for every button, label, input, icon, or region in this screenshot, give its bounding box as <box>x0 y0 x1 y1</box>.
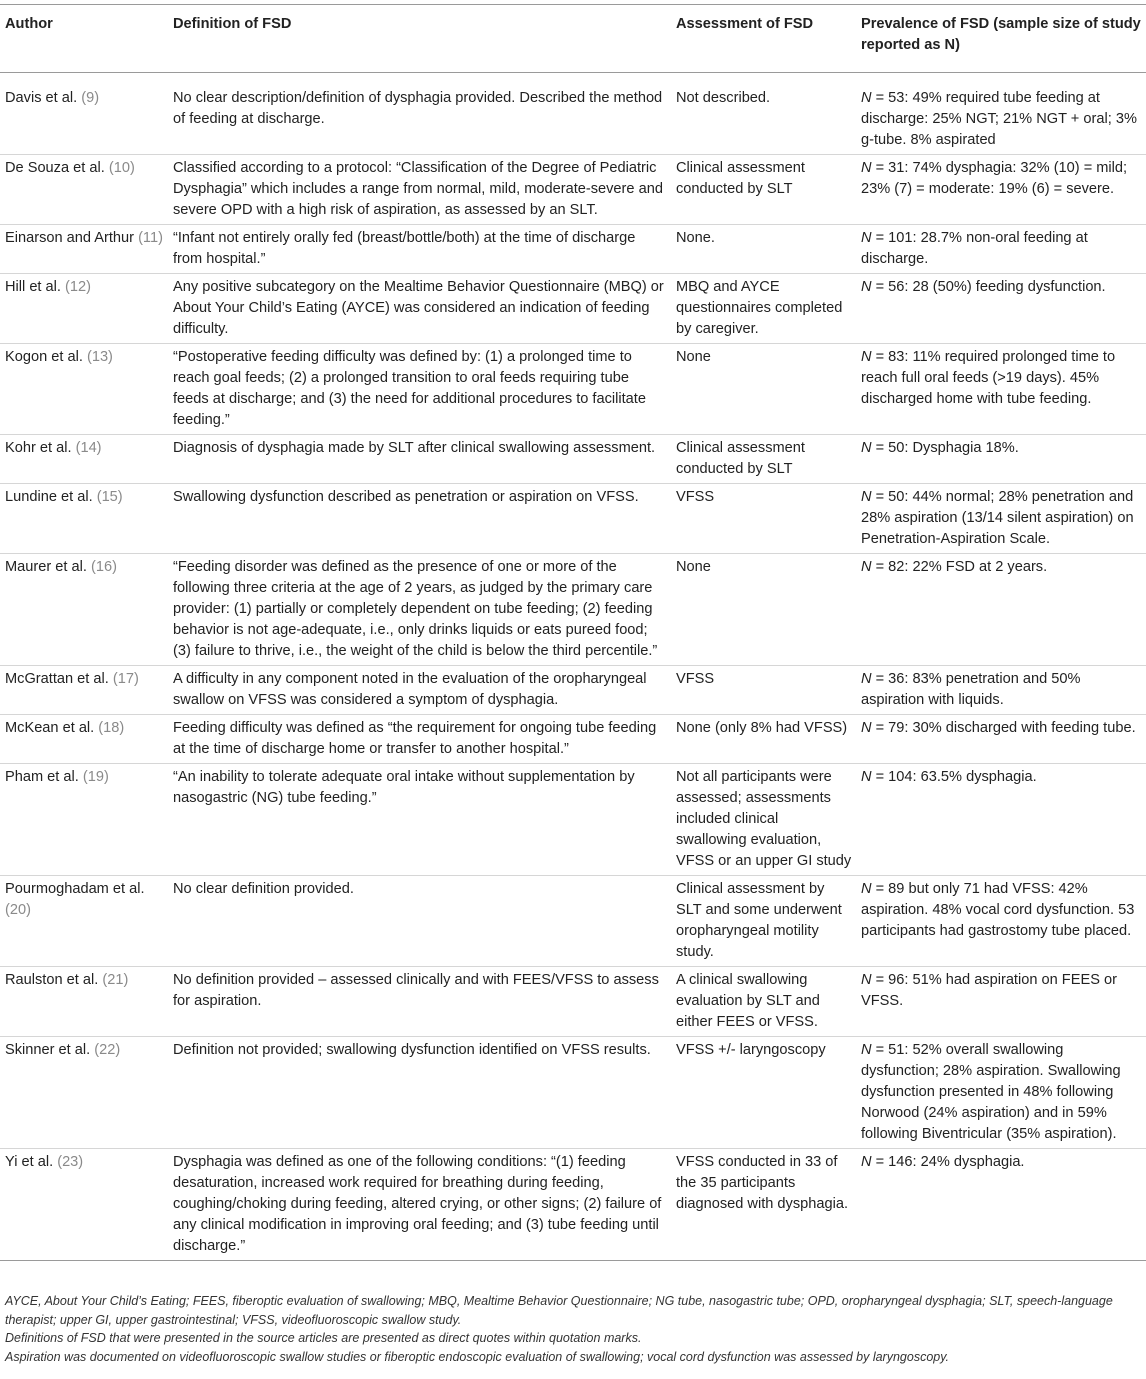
table-row <box>0 73 1146 155</box>
cell-assessment: None (only 8% had VFSS) <box>676 720 848 736</box>
cell-author <box>0 715 168 764</box>
cell-author <box>0 225 168 274</box>
reference-link[interactable]: (10) <box>108 160 135 176</box>
header-assessment: Assessment of FSD <box>676 16 814 32</box>
cell-definition: No clear definition provided. <box>173 881 354 897</box>
sample-size-symbol: N <box>861 160 872 176</box>
prevalence-text: = 36: 83% penetration and 50% aspiration with liquids. <box>861 671 1081 708</box>
cell-prevalence <box>856 344 1146 435</box>
reference-link[interactable]: (11) <box>138 230 163 246</box>
sample-size-symbol: N <box>861 559 872 575</box>
reference-link[interactable]: (12) <box>65 279 91 295</box>
cell-author <box>0 554 168 666</box>
cell-definition: Dysphagia was defined as one of the following conditions: “(1) feeding desaturation, increased work required for breathing during feeding, coughing/choking during feeding, altered crying, or other signs; (2) failure of any clinical modification in improving oral feeding; and (3) tube feeding until discharge.” <box>173 1154 662 1254</box>
header-prevalence: Prevalence of FSD (sample size of study reported as N) <box>861 16 1141 53</box>
author-name: Pourmoghadam et al. <box>5 881 145 897</box>
cell-author <box>0 764 168 876</box>
cell-prevalence <box>856 435 1146 484</box>
cell-prevalence <box>856 274 1146 344</box>
cell-author <box>0 876 168 967</box>
reference-link[interactable]: (14) <box>75 440 102 456</box>
cell-definition: “An inability to tolerate adequate oral intake without supplementation by nasogastric (NG) tube feeding.” <box>173 769 635 806</box>
cell-author <box>0 666 168 715</box>
sample-size-symbol: N <box>861 1042 872 1058</box>
cell-prevalence <box>856 666 1146 715</box>
prevalence-text: = 82: 22% FSD at 2 years. <box>871 559 1048 575</box>
reference-link[interactable]: (9) <box>81 90 100 106</box>
cell-prevalence <box>856 225 1146 274</box>
table-row <box>0 666 1146 715</box>
reference-link[interactable]: (17) <box>112 671 139 687</box>
cell-prevalence <box>856 484 1146 554</box>
table-row <box>0 484 1146 554</box>
author-name: Kohr et al. <box>5 440 72 456</box>
table-row <box>0 274 1146 344</box>
sample-size-symbol: N <box>861 720 872 736</box>
cell-definition: “Infant not entirely orally fed (breast/bottle/both) at the time of discharge from hospital.” <box>173 230 636 267</box>
table-header <box>0 5 1146 73</box>
reference-link[interactable]: (21) <box>102 972 129 988</box>
author-name: Pham et al. <box>5 769 79 785</box>
cell-author <box>0 274 168 344</box>
header-row <box>0 5 1146 73</box>
sample-size-symbol: N <box>861 279 872 295</box>
table-row <box>0 554 1146 666</box>
cell-author <box>0 484 168 554</box>
cell-prevalence <box>856 155 1146 225</box>
sample-size-symbol: N <box>861 972 872 988</box>
reference-link[interactable]: (22) <box>94 1042 121 1058</box>
reference-link[interactable]: (20) <box>5 902 31 918</box>
prevalence-text: = 101: 28.7% non-oral feeding at discharge. <box>861 230 1088 267</box>
cell-assessment: None <box>676 559 711 575</box>
prevalence-text: = 96: 51% had aspiration on FEES or VFSS. <box>861 972 1117 1009</box>
table-footnotes <box>5 1292 1141 1366</box>
cell-author <box>0 967 168 1037</box>
author-name: McGrattan et al. <box>5 671 109 687</box>
cell-prevalence <box>856 554 1146 666</box>
sample-size-symbol: N <box>861 440 872 456</box>
table-row <box>0 344 1146 435</box>
author-name: Raulston et al. <box>5 972 99 988</box>
footnote-abbreviations: AYCE, About Your Child’s Eating; FEES, fiberoptic evaluation of swallowing; MBQ, Mealtime Behavior Questionnaire; NG tube, nasogastric tube; OPD, oropharyngeal dysphagia; SLT, speech-language therapist; upper GI, upper gastrointestinal; VFSS, videofluoroscopic swallow study. <box>5 1294 1113 1327</box>
sample-size-symbol: N <box>861 881 872 897</box>
author-name: Skinner et al. <box>5 1042 91 1058</box>
footnote-quotes-note: Definitions of FSD that were presented in the source articles are presented as direct quotes within quotation marks. <box>5 1331 642 1345</box>
cell-assessment: A clinical swallowing evaluation by SLT and either FEES or VFSS. <box>676 972 820 1030</box>
cell-definition: Any positive subcategory on the Mealtime Behavior Questionnaire (MBQ) or About Your Child’s Eating (AYCE) was considered an indication of feeding difficulty. <box>173 279 664 337</box>
cell-definition: Diagnosis of dysphagia made by SLT after clinical swallowing assessment. <box>173 440 656 456</box>
sample-size-symbol: N <box>861 671 872 687</box>
fsd-table-container <box>0 4 1146 1261</box>
cell-author <box>0 344 168 435</box>
cell-definition: “Postoperative feeding difficulty was defined by: (1) a prolonged time to reach goal feeds; (2) a prolonged transition to oral feeds requiring tube feeds at discharge; and (3) the need for additional procedures to facilitate feeding.” <box>173 349 646 428</box>
prevalence-text: = 31: 74% dysphagia: 32% (10) = mild; 23% (7) = moderate: 19% (6) = severe. <box>861 160 1128 197</box>
sample-size-symbol: N <box>861 230 872 246</box>
header-author: Author <box>5 16 53 32</box>
header-definition: Definition of FSD <box>173 16 292 32</box>
table-body <box>0 73 1146 1261</box>
cell-assessment: VFSS conducted in 33 of the 35 participants diagnosed with dysphagia. <box>676 1154 849 1212</box>
cell-prevalence <box>856 1149 1146 1261</box>
cell-author <box>0 73 168 155</box>
cell-assessment: Not all participants were assessed; assessments included clinical swallowing evaluation, VFSS or an upper GI study <box>676 769 852 869</box>
cell-definition: Feeding difficulty was defined as “the requirement for ongoing tube feeding at the time of discharge home or transfer to another hospital.” <box>173 720 657 757</box>
fsd-studies-table <box>0 4 1146 1261</box>
cell-assessment: Clinical assessment conducted by SLT <box>676 440 805 477</box>
prevalence-text: = 104: 63.5% dysphagia. <box>871 769 1037 785</box>
author-name: Einarson and Arthur <box>5 230 134 246</box>
cell-author <box>0 1149 168 1261</box>
cell-prevalence <box>856 1037 1146 1149</box>
cell-assessment: VFSS <box>676 671 715 687</box>
cell-definition: Classified according to a protocol: “Classification of the Degree of Pediatric Dysphagia” which includes a range from normal, mild, moderate-severe and severe OPD with a high risk of aspiration, as assessed by an SLT. <box>173 160 663 218</box>
prevalence-text: = 83: 11% required prolonged time to reach full oral feeds (>19 days). 45% discharged home with tube feeding. <box>861 349 1116 407</box>
prevalence-text: = 50: 44% normal; 28% penetration and 28% aspiration (13/14 silent aspiration) on Penetration-Aspiration Scale. <box>861 489 1134 547</box>
cell-author <box>0 1037 168 1149</box>
table-row <box>0 155 1146 225</box>
cell-definition: No clear description/definition of dysphagia provided. Described the method of feeding at discharge. <box>173 90 663 127</box>
footnote-aspiration-note: Aspiration was documented on videofluoroscopic swallow studies or fiberoptic endoscopic evaluation of swallowing; vocal cord dysfunction was assessed by laryngoscopy. <box>5 1349 950 1364</box>
prevalence-text: = 89 but only 71 had VFSS: 42% aspiration. 48% vocal cord dysfunction. 53 participants had gastrostomy tube placed. <box>861 881 1135 939</box>
reference-link[interactable]: (15) <box>96 489 123 505</box>
cell-assessment: VFSS +/- laryngoscopy <box>676 1042 826 1058</box>
table-row <box>0 225 1146 274</box>
cell-assessment: VFSS <box>676 489 715 505</box>
prevalence-text: = 146: 24% dysphagia. <box>871 1154 1025 1170</box>
cell-assessment: Not described. <box>676 90 771 106</box>
cell-definition: A difficulty in any component noted in the evaluation of the oropharyngeal swallow on VFSS was considered a symptom of dysphagia. <box>173 671 647 708</box>
table-row <box>0 967 1146 1037</box>
cell-author <box>0 155 168 225</box>
author-name: Lundine et al. <box>5 489 93 505</box>
sample-size-symbol: N <box>861 489 872 505</box>
table-row <box>0 1149 1146 1261</box>
prevalence-text: = 79: 30% discharged with feeding tube. <box>871 720 1136 736</box>
cell-definition: “Feeding disorder was defined as the presence of one or more of the following three criteria at the age of 2 years, as judged by the primary care provider: (1) partially or completely dependent on tube feeding; (2) feeding behavior is not age-adequate, i.e., only drinks liquids or eats pureed food; (3) failure to thrive, i.e., the weight of the child is below the third percentile.” <box>173 559 658 659</box>
cell-assessment: Clinical assessment conducted by SLT <box>676 160 805 197</box>
cell-author <box>0 435 168 484</box>
author-name: Kogon et al. <box>5 349 83 365</box>
cell-prevalence <box>856 73 1146 155</box>
author-name: De Souza et al. <box>5 160 105 176</box>
prevalence-text: = 50: Dysphagia 18%. <box>871 440 1019 456</box>
sample-size-symbol: N <box>861 349 872 365</box>
cell-definition: Swallowing dysfunction described as penetration or aspiration on VFSS. <box>173 489 639 505</box>
cell-definition: Definition not provided; swallowing dysfunction identified on VFSS results. <box>173 1042 651 1058</box>
author-name: Hill et al. <box>5 279 61 295</box>
table-row <box>0 764 1146 876</box>
prevalence-text: = 51: 52% overall swallowing dysfunction; 28% aspiration. Swallowing dysfunction presented in 48% following Norwood (24% aspiration) and in 59% following Biventricular (35% aspiration). <box>861 1042 1121 1142</box>
cell-assessment: None <box>676 349 711 365</box>
cell-prevalence <box>856 876 1146 967</box>
prevalence-text: = 56: 28 (50%) feeding dysfunction. <box>871 279 1106 295</box>
sample-size-symbol: N <box>861 1154 872 1170</box>
cell-assessment: MBQ and AYCE questionnaires completed by caregiver. <box>676 279 843 337</box>
cell-prevalence <box>856 764 1146 876</box>
prevalence-text: = 53: 49% required tube feeding at discharge: 25% NGT; 21% NGT + oral; 3% g-tube. 8% aspirated <box>861 90 1137 148</box>
author-name: Yi et al. <box>5 1154 54 1170</box>
table-row <box>0 715 1146 764</box>
author-name: Davis et al. <box>5 90 78 106</box>
cell-prevalence <box>856 715 1146 764</box>
reference-link[interactable]: (18) <box>98 720 125 736</box>
author-name: Maurer et al. <box>5 559 87 575</box>
sample-size-symbol: N <box>861 769 872 785</box>
sample-size-symbol: N <box>861 90 872 106</box>
cell-assessment: None. <box>676 230 715 246</box>
cell-assessment: Clinical assessment by SLT and some underwent oropharyngeal motility study. <box>676 881 842 960</box>
reference-link[interactable]: (13) <box>86 349 113 365</box>
cell-prevalence <box>856 967 1146 1037</box>
reference-link[interactable]: (19) <box>82 769 109 785</box>
table-row <box>0 435 1146 484</box>
reference-link[interactable]: (23) <box>57 1154 84 1170</box>
table-row <box>0 876 1146 967</box>
cell-definition: No definition provided – assessed clinically and with FEES/VFSS to assess for aspiration. <box>173 972 659 1009</box>
table-row <box>0 1037 1146 1149</box>
reference-link[interactable]: (16) <box>90 559 117 575</box>
author-name: McKean et al. <box>5 720 95 736</box>
